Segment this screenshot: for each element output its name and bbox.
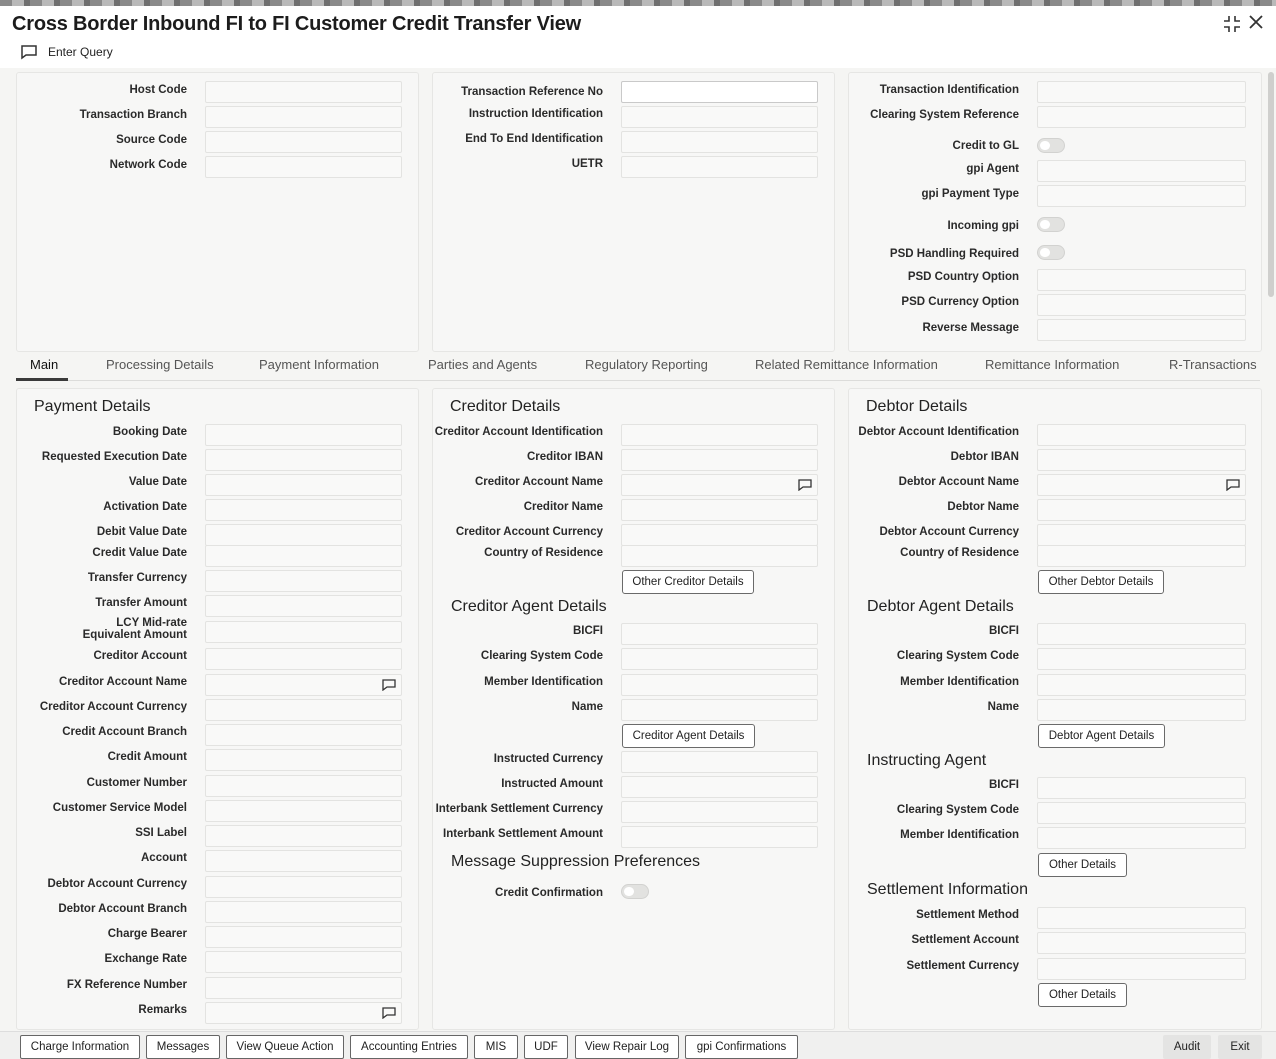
creditor-creditor-iban-input[interactable] bbox=[621, 449, 818, 471]
source-code-label: Source Code bbox=[116, 134, 187, 146]
payment-customer-service-model-input[interactable] bbox=[205, 800, 402, 822]
payment-lcy-mid-rate-equivalent-amount-label: LCY Mid-rate Equivalent Amount bbox=[82, 617, 187, 642]
incoming-gpi-label: Incoming gpi bbox=[947, 220, 1019, 232]
payment-transfer-currency-label: Transfer Currency bbox=[87, 572, 187, 584]
debtor-agent-name-label: Name bbox=[987, 701, 1019, 713]
settlement-settlement-currency-input[interactable] bbox=[1037, 958, 1246, 980]
tabs-divider bbox=[16, 380, 1260, 381]
creditor-creditor-account-name-input[interactable] bbox=[621, 474, 818, 496]
settlement-other-details-button[interactable]: Other Details bbox=[1038, 983, 1127, 1007]
scrollbar[interactable] bbox=[1268, 72, 1274, 297]
creditor-agent-bicfi-input[interactable] bbox=[621, 623, 818, 645]
settlement-settlement-method-label: Settlement Method bbox=[916, 909, 1019, 921]
payment-credit-account-branch-label: Credit Account Branch bbox=[62, 726, 187, 738]
tab-r-transactions[interactable]: R-Transactions bbox=[1169, 357, 1257, 372]
payment-credit-amount-input[interactable] bbox=[205, 749, 402, 771]
psd-handling-required-toggle[interactable] bbox=[1037, 245, 1065, 260]
payment-remarks-input[interactable] bbox=[205, 1002, 402, 1024]
payment-activation-date-label: Activation Date bbox=[103, 501, 187, 513]
tab-processing-details[interactable]: Processing Details bbox=[106, 357, 214, 372]
debtor-debtor-name-input[interactable] bbox=[1037, 499, 1246, 521]
amount-instructed-currency-label: Instructed Currency bbox=[493, 753, 603, 765]
creditor-creditor-account-currency-input[interactable] bbox=[621, 524, 818, 546]
charge-information-button[interactable]: Charge Information bbox=[20, 1035, 140, 1059]
payment-requested-execution-date-input[interactable] bbox=[205, 449, 402, 471]
instruction-identification-input[interactable] bbox=[621, 106, 818, 128]
debtor-details-title: Debtor Details bbox=[866, 398, 968, 415]
other-creditor-details-button[interactable]: Other Creditor Details bbox=[622, 570, 754, 594]
payment-customer-number-input[interactable] bbox=[205, 775, 402, 797]
end-to-end-label: End To End Identification bbox=[465, 133, 603, 145]
payment-account-label: Account bbox=[141, 852, 187, 864]
message-suppression-title: Message Suppression Preferences bbox=[451, 853, 701, 870]
view-queue-action-button[interactable]: View Queue Action bbox=[226, 1035, 344, 1059]
incoming-gpi-toggle[interactable] bbox=[1037, 217, 1065, 232]
host-code-input[interactable] bbox=[205, 81, 402, 103]
payment-exchange-rate-input[interactable] bbox=[205, 951, 402, 973]
instructing-agent-member-identification-label: Member Identification bbox=[900, 829, 1019, 841]
payment-credit-value-date-label: Credit Value Date bbox=[92, 547, 187, 559]
close-icon[interactable] bbox=[1248, 14, 1264, 35]
debtor-agent-details-title: Debtor Agent Details bbox=[867, 598, 1014, 615]
psd-currency-option-label: PSD Currency Option bbox=[901, 296, 1019, 308]
tab-regulatory-reporting[interactable]: Regulatory Reporting bbox=[585, 357, 708, 372]
view-repair-log-button[interactable]: View Repair Log bbox=[575, 1035, 679, 1059]
debtor-debtor-account-identification-input[interactable] bbox=[1037, 424, 1246, 446]
title-bar bbox=[0, 6, 1276, 40]
tab-payment-information[interactable]: Payment Information bbox=[259, 357, 379, 372]
amount-instructed-currency-input[interactable] bbox=[621, 751, 818, 773]
payment-creditor-account-currency-label: Creditor Account Currency bbox=[39, 701, 187, 713]
gpi-payment-type-label: gpi Payment Type bbox=[921, 188, 1019, 200]
tab-parties-and-agents[interactable]: Parties and Agents bbox=[428, 357, 538, 372]
payment-remarks-lookup-icon[interactable] bbox=[382, 1007, 396, 1019]
settlement-information-title: Settlement Information bbox=[867, 881, 1028, 898]
clearing-system-reference-input[interactable] bbox=[1037, 106, 1246, 128]
debtor-debtor-account-name-input[interactable] bbox=[1037, 474, 1246, 496]
payment-credit-value-date-input[interactable] bbox=[205, 545, 402, 567]
settlement-settlement-method-input[interactable] bbox=[1037, 907, 1246, 929]
uetr-label: UETR bbox=[571, 158, 603, 170]
instruction-identification-label: Instruction Identification bbox=[468, 108, 603, 120]
payment-debtor-account-currency-input[interactable] bbox=[205, 876, 402, 898]
tab-remittance-information[interactable]: Remittance Information bbox=[985, 357, 1120, 372]
creditor-agent-details-title: Creditor Agent Details bbox=[451, 598, 607, 615]
payment-transfer-currency-input[interactable] bbox=[205, 570, 402, 592]
creditor-details-title: Creditor Details bbox=[450, 398, 561, 415]
instructing-agent-bicfi-input[interactable] bbox=[1037, 777, 1246, 799]
payment-creditor-account-label: Creditor Account bbox=[93, 650, 187, 662]
transaction-branch-input[interactable] bbox=[205, 106, 402, 128]
gpi-confirmations-button[interactable]: gpi Confirmations bbox=[685, 1035, 798, 1059]
debtor-agent-member-identification-input[interactable] bbox=[1037, 674, 1246, 696]
payment-creditor-account-name-label: Creditor Account Name bbox=[58, 676, 187, 688]
creditor-creditor-account-currency-label: Creditor Account Currency bbox=[455, 526, 603, 538]
payment-fx-reference-number-label: FX Reference Number bbox=[66, 979, 187, 991]
payment-debtor-account-branch-input[interactable] bbox=[205, 901, 402, 923]
creditor-agent-name-input[interactable] bbox=[621, 699, 818, 721]
debtor-agent-clearing-system-code-input[interactable] bbox=[1037, 648, 1246, 670]
payment-transfer-amount-input[interactable] bbox=[205, 595, 402, 617]
payment-customer-service-model-label: Customer Service Model bbox=[52, 802, 187, 814]
debtor-country-of-residence-input[interactable] bbox=[1037, 545, 1246, 567]
settlement-settlement-currency-label: Settlement Currency bbox=[906, 960, 1019, 972]
creditor-country-of-residence-input[interactable] bbox=[621, 545, 818, 567]
payment-creditor-account-currency-input[interactable] bbox=[205, 699, 402, 721]
debtor-agent-name-input[interactable] bbox=[1037, 699, 1246, 721]
page-title: Cross Border Inbound FI to FI Customer Credit Transfer View bbox=[12, 13, 582, 35]
debtor-agent-bicfi-input[interactable] bbox=[1037, 623, 1246, 645]
creditor-agent-member-identification-label: Member Identification bbox=[484, 676, 603, 688]
instructing-agent-clearing-system-code-input[interactable] bbox=[1037, 802, 1246, 824]
payment-creditor-account-name-input[interactable] bbox=[205, 674, 402, 696]
payment-ssi-label-input[interactable] bbox=[205, 825, 402, 847]
debtor-debtor-account-identification-label: Debtor Account Identification bbox=[858, 426, 1019, 438]
footer-bar bbox=[0, 1031, 1276, 1059]
transaction-identification-input[interactable] bbox=[1037, 81, 1246, 103]
payment-details-panel bbox=[16, 388, 419, 1030]
enter-query-label: Enter Query bbox=[48, 45, 113, 59]
active-tab-indicator bbox=[16, 378, 68, 381]
payment-credit-amount-label: Credit Amount bbox=[107, 751, 187, 763]
gpi-agent-input[interactable] bbox=[1037, 160, 1246, 182]
payment-account-input[interactable] bbox=[205, 850, 402, 872]
audit-button[interactable]: Audit bbox=[1163, 1035, 1211, 1059]
debtor-debtor-name-label: Debtor Name bbox=[947, 501, 1019, 513]
gpi-payment-type-input[interactable] bbox=[1037, 185, 1246, 207]
amount-interbank-settlement-currency-label: Interbank Settlement Currency bbox=[435, 803, 603, 815]
network-code-label: Network Code bbox=[109, 159, 187, 171]
tab-related-remittance-information[interactable]: Related Remittance Information bbox=[755, 357, 938, 372]
transaction-reference-label: Transaction Reference No bbox=[461, 86, 603, 98]
payment-charge-bearer-label: Charge Bearer bbox=[107, 928, 187, 940]
debtor-agent-details-button[interactable]: Debtor Agent Details bbox=[1038, 724, 1165, 748]
instructing-agent-bicfi-label: BICFI bbox=[988, 779, 1019, 791]
payment-booking-date-label: Booking Date bbox=[112, 426, 187, 438]
psd-currency-option-input[interactable] bbox=[1037, 294, 1246, 316]
instructing-agent-other-details-button[interactable]: Other Details bbox=[1038, 853, 1127, 877]
creditor-agent-details-button[interactable]: Creditor Agent Details bbox=[622, 724, 755, 748]
psd-country-option-input[interactable] bbox=[1037, 269, 1246, 291]
creditor-country-of-residence-label: Country of Residence bbox=[484, 547, 603, 559]
end-to-end-input[interactable] bbox=[621, 131, 818, 153]
creditor-creditor-account-identification-input[interactable] bbox=[621, 424, 818, 446]
other-debtor-details-button[interactable]: Other Debtor Details bbox=[1038, 570, 1164, 594]
header-panel-1 bbox=[16, 72, 419, 352]
creditor-panel bbox=[432, 388, 835, 1030]
toolbar bbox=[0, 40, 1276, 68]
payment-credit-account-branch-input[interactable] bbox=[205, 724, 402, 746]
mis-button[interactable]: MIS bbox=[474, 1035, 518, 1059]
debtor-panel bbox=[848, 388, 1262, 1030]
creditor-creditor-account-identification-label: Creditor Account Identification bbox=[434, 426, 603, 438]
source-code-input[interactable] bbox=[205, 131, 402, 153]
collapse-icon[interactable] bbox=[1222, 14, 1242, 39]
enter-query-button[interactable] bbox=[20, 44, 113, 60]
transaction-reference-input[interactable] bbox=[621, 81, 818, 103]
debtor-debtor-account-currency-label: Debtor Account Currency bbox=[879, 526, 1019, 538]
enter-query-icon bbox=[20, 44, 38, 60]
creditor-creditor-name-label: Creditor Name bbox=[523, 501, 603, 513]
payment-customer-number-label: Customer Number bbox=[86, 777, 187, 789]
header-panel-2 bbox=[432, 72, 835, 352]
amount-instructed-amount-label: Instructed Amount bbox=[501, 778, 603, 790]
settlement-settlement-account-input[interactable] bbox=[1037, 932, 1246, 954]
payment-requested-execution-date-label: Requested Execution Date bbox=[41, 451, 187, 463]
header-panel-3 bbox=[848, 72, 1262, 352]
payment-remarks-label: Remarks bbox=[138, 1004, 187, 1016]
udf-button[interactable]: UDF bbox=[524, 1035, 568, 1059]
settlement-settlement-account-label: Settlement Account bbox=[911, 934, 1019, 946]
payment-debtor-account-currency-label: Debtor Account Currency bbox=[47, 878, 187, 890]
payment-charge-bearer-input[interactable] bbox=[205, 926, 402, 948]
payment-fx-reference-number-input[interactable] bbox=[205, 977, 402, 999]
debtor-debtor-account-name-label: Debtor Account Name bbox=[898, 476, 1019, 488]
uetr-input[interactable] bbox=[621, 156, 818, 178]
creditor-creditor-name-input[interactable] bbox=[621, 499, 818, 521]
messages-button[interactable]: Messages bbox=[146, 1035, 220, 1059]
payment-value-date-input[interactable] bbox=[205, 474, 402, 496]
payment-value-date-label: Value Date bbox=[128, 476, 187, 488]
creditor-agent-clearing-system-code-input[interactable] bbox=[621, 648, 818, 670]
credit-to-gl-label: Credit to GL bbox=[952, 140, 1019, 152]
accounting-entries-button[interactable]: Accounting Entries bbox=[350, 1035, 468, 1059]
payment-ssi-label-label: SSI Label bbox=[135, 827, 187, 839]
instructing-agent-clearing-system-code-label: Clearing System Code bbox=[896, 804, 1019, 816]
psd-handling-required-label: PSD Handling Required bbox=[889, 248, 1019, 260]
payment-creditor-account-input[interactable] bbox=[205, 648, 402, 670]
debtor-debtor-account-name-lookup-icon[interactable] bbox=[1226, 479, 1240, 491]
clearing-system-reference-label: Clearing System Reference bbox=[870, 109, 1019, 121]
reverse-message-label: Reverse Message bbox=[922, 322, 1019, 334]
payment-debit-value-date-label: Debit Value Date bbox=[96, 526, 187, 538]
credit-confirmation-label: Credit Confirmation bbox=[495, 887, 603, 899]
payment-debit-value-date-input[interactable] bbox=[205, 524, 402, 546]
debtor-debtor-iban-label: Debtor IBAN bbox=[950, 451, 1019, 463]
exit-button[interactable]: Exit bbox=[1218, 1035, 1262, 1059]
amount-interbank-settlement-amount-label: Interbank Settlement Amount bbox=[443, 828, 603, 840]
payment-details-title: Payment Details bbox=[34, 398, 151, 415]
gpi-agent-label: gpi Agent bbox=[966, 163, 1019, 175]
amount-instructed-amount-input[interactable] bbox=[621, 776, 818, 798]
tab-bar bbox=[0, 350, 1276, 382]
debtor-agent-bicfi-label: BICFI bbox=[988, 625, 1019, 637]
amount-interbank-settlement-amount-input[interactable] bbox=[621, 826, 818, 848]
debtor-debtor-account-currency-input[interactable] bbox=[1037, 524, 1246, 546]
creditor-agent-member-identification-input[interactable] bbox=[621, 674, 818, 696]
debtor-debtor-iban-input[interactable] bbox=[1037, 449, 1246, 471]
creditor-agent-bicfi-label: BICFI bbox=[572, 625, 603, 637]
amount-interbank-settlement-currency-input[interactable] bbox=[621, 801, 818, 823]
payment-lcy-mid-rate-equivalent-amount-input[interactable] bbox=[205, 621, 402, 643]
credit-confirmation-toggle[interactable] bbox=[621, 884, 649, 899]
payment-creditor-account-name-lookup-icon[interactable] bbox=[382, 679, 396, 691]
creditor-creditor-account-name-lookup-icon[interactable] bbox=[798, 479, 812, 491]
payment-transfer-amount-label: Transfer Amount bbox=[95, 597, 187, 609]
instructing-agent-member-identification-input[interactable] bbox=[1037, 827, 1246, 849]
instructing-agent-title: Instructing Agent bbox=[867, 752, 987, 769]
payment-activation-date-input[interactable] bbox=[205, 499, 402, 521]
reverse-message-input[interactable] bbox=[1037, 319, 1246, 341]
tab-main[interactable]: Main bbox=[30, 357, 59, 372]
host-code-label: Host Code bbox=[129, 84, 187, 96]
transaction-identification-label: Transaction Identification bbox=[879, 84, 1019, 96]
host-code-row bbox=[17, 81, 187, 103]
psd-country-option-label: PSD Country Option bbox=[907, 271, 1019, 283]
debtor-country-of-residence-label: Country of Residence bbox=[900, 547, 1019, 559]
debtor-agent-member-identification-label: Member Identification bbox=[900, 676, 1019, 688]
network-code-input[interactable] bbox=[205, 156, 402, 178]
creditor-agent-clearing-system-code-label: Clearing System Code bbox=[480, 650, 603, 662]
debtor-agent-clearing-system-code-label: Clearing System Code bbox=[896, 650, 1019, 662]
transaction-branch-label: Transaction Branch bbox=[79, 109, 187, 121]
payment-exchange-rate-label: Exchange Rate bbox=[104, 953, 187, 965]
payment-booking-date-input[interactable] bbox=[205, 424, 402, 446]
credit-to-gl-toggle[interactable] bbox=[1037, 138, 1065, 153]
creditor-creditor-iban-label: Creditor IBAN bbox=[526, 451, 603, 463]
creditor-agent-name-label: Name bbox=[571, 701, 603, 713]
creditor-creditor-account-name-label: Creditor Account Name bbox=[474, 476, 603, 488]
payment-debtor-account-branch-label: Debtor Account Branch bbox=[58, 903, 187, 915]
